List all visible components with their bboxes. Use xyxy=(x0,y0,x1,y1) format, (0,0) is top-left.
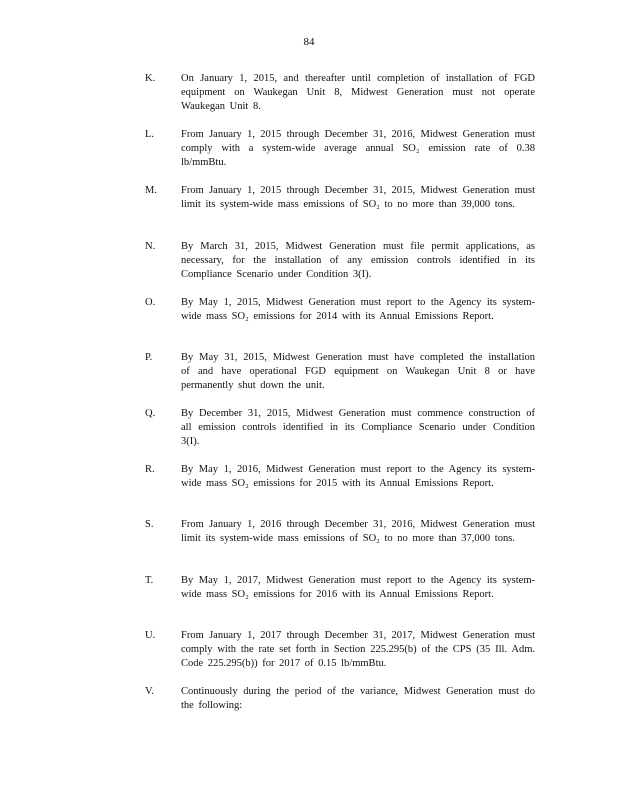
item-letter: P. xyxy=(145,352,153,363)
item-text: From January 1, 2017 through December 31, 2017, Midwest Generation must comply with the rate set forth in Section 225.295(b) of the CPS (35 Ill. Adm. Code 225.295(b)) for 2017 of 0.15 lb/mmBtu. xyxy=(181,630,535,669)
item-letter: T. xyxy=(145,575,154,586)
item-text: By March 31, 2015, Midwest Generation must file permit applications, as necessary, for the installation of any emission controls identified in its Compliance Scenario under Condition 3(I). xyxy=(181,241,535,280)
item-letter: L. xyxy=(145,129,155,140)
item-letter: V. xyxy=(145,686,154,697)
item-letter: N. xyxy=(145,241,156,252)
item-letter: U. xyxy=(145,630,156,641)
item-text: From January 1, 2015 through December 31, 2015, Midwest Generation must limit its system-wide mass emissions of SO₂ to no more than 39,000 tons. xyxy=(181,185,535,210)
item-letter: Q. xyxy=(145,408,156,419)
page-number: 84 xyxy=(303,36,315,48)
item-text: From January 1, 2015 through December 31, 2016, Midwest Generation must comply with a system-wide average annual SO₂ emission rate of 0.38 lb/mmBtu. xyxy=(181,129,535,168)
item-text: By May 1, 2015, Midwest Generation must report to the Agency its system-wide mass SO₂ emissions for 2014 with its Annual Emissions Report. xyxy=(181,297,535,322)
item-text: On January 1, 2015, and thereafter until completion of installation of FGD equipment on Waukegan Unit 8, Midwest Generation must not operate Waukegan Unit 8. xyxy=(181,73,535,112)
item-text: By May 31, 2015, Midwest Generation must have completed the installation of and have operational FGD equipment on Waukegan Unit 8 or have permanently shut down the unit. xyxy=(181,352,535,391)
item-letter: S. xyxy=(145,519,154,530)
item-text: From January 1, 2016 through December 31, 2016, Midwest Generation must limit its system-wide mass emissions of SO₂ to no more than 37,000 tons. xyxy=(181,519,535,544)
item-text: Continuously during the period of the variance, Midwest Generation must do the following: xyxy=(181,686,535,711)
item-letter: O. xyxy=(145,297,156,308)
item-text: By May 1, 2016, Midwest Generation must report to the Agency its system-wide mass SO₂ emissions for 2015 with its Annual Emissions Report. xyxy=(181,464,535,489)
item-letter: R. xyxy=(145,464,155,475)
item-text: By December 31, 2015, Midwest Generation must commence construction of all emission controls identified in its Compliance Scenario under Condition 3(I). xyxy=(181,408,535,447)
item-text: By May 1, 2017, Midwest Generation must report to the Agency its system-wide mass SO₂ emissions for 2016 with its Annual Emissions Report. xyxy=(181,575,535,600)
item-letter: M. xyxy=(145,185,157,196)
item-letter: K. xyxy=(145,73,156,84)
